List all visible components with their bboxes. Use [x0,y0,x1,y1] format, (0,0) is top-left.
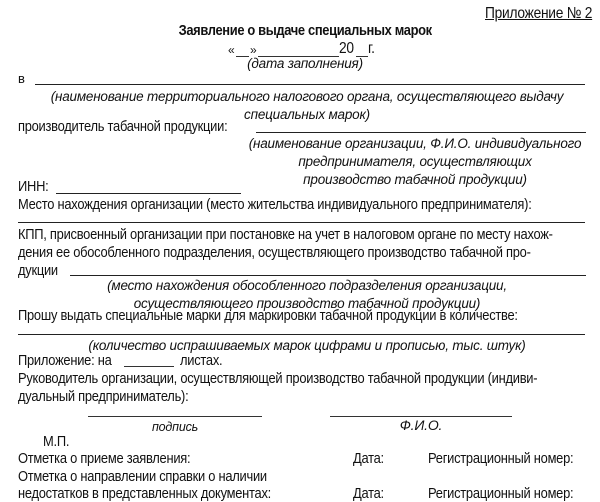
deficiency-mark-label-line2: недостатков в представленных документах: [18,485,271,502]
date-close-quote: » [250,43,257,57]
appendix-label: Приложение № 2 [485,5,593,22]
tax-authority-caption-line1: (наименование территориального налогового органа, осуществляющего выдачу [50,89,564,104]
producer-field[interactable] [256,132,586,133]
deficiency-mark-label-line1: Отметка о направлении справки о наличии [18,468,267,485]
receipt-mark-label: Отметка о приеме заявления: [18,450,191,467]
request-text: Прошу выдать специальные марки для маркировки табачной продукции в количестве: [18,307,518,324]
head-text-line2: дуальный предприниматель): [18,388,189,405]
full-name-caption-wrap [330,417,512,435]
date-caption-wrap [0,55,600,73]
kpp-text-line3: дукции [18,262,58,279]
attachment-prefix: Приложение: на [18,352,112,369]
receipt-reg-number-label: Регистрационный номер: [428,450,574,467]
tax-authority-caption-line2: специальных марок) [244,107,370,122]
attachment-pages-field[interactable] [124,366,174,367]
page-title: Заявление о выдаче специальных марок [178,22,432,39]
kpp-text-line1: КПП, присвоенный организации при постановке на учет в налоговом органе по месту нахож- [18,226,553,243]
signature-caption: подпись [152,420,198,434]
producer-caption-line3: производство табачной продукции) [303,172,527,187]
full-name-caption: Ф.И.О. [399,417,443,433]
date-open-quote: « [228,43,235,57]
stamp-label: М.П. [43,433,70,450]
head-text-line1: Руководитель организации, осуществляющей производство табачной продукции (индиви- [18,370,538,387]
tax-authority-field[interactable] [35,84,585,85]
to-prefix: в [18,71,25,86]
signature-caption-wrap [88,418,262,436]
inn-field[interactable] [56,193,241,194]
year-prefix: 20 [339,40,354,57]
quantity-field[interactable] [18,334,585,335]
receipt-date-label: Дата: [353,450,384,467]
year-suffix: г. [368,40,375,57]
location-field[interactable] [18,222,585,223]
deficiency-reg-number-label: Регистрационный номер: [428,485,574,502]
signature-field[interactable] [88,416,262,417]
inn-label: ИНН: [18,178,49,195]
quantity-caption: (количество испрашиваемых марок цифрами и прописью, тыс. штук) [88,338,526,353]
kpp-caption-line2: осуществляющего производство табачной продукции) [133,296,481,311]
kpp-field[interactable] [70,275,586,276]
location-label: Место нахождения организации (место жительства индивидуального предпринимателя): [18,196,532,213]
producer-caption-line1: (наименование организации, Ф.И.О. индивидуального [248,136,582,151]
kpp-caption-line1: (место нахождения обособленного подразделения организации, [107,278,507,293]
kpp-text-line2: дения ее обособленного подразделения, осуществляющего производство табачной про- [18,244,531,261]
producer-caption-wrap [240,135,590,189]
deficiency-date-label: Дата: [353,485,384,502]
producer-label: производитель табачной продукции: [18,118,228,135]
attachment-suffix: листах. [180,352,223,369]
producer-caption-line2: предпринимателя, осуществляющих [298,154,532,169]
page-title-wrap [0,22,600,40]
date-caption: (дата заполнения) [247,56,363,71]
